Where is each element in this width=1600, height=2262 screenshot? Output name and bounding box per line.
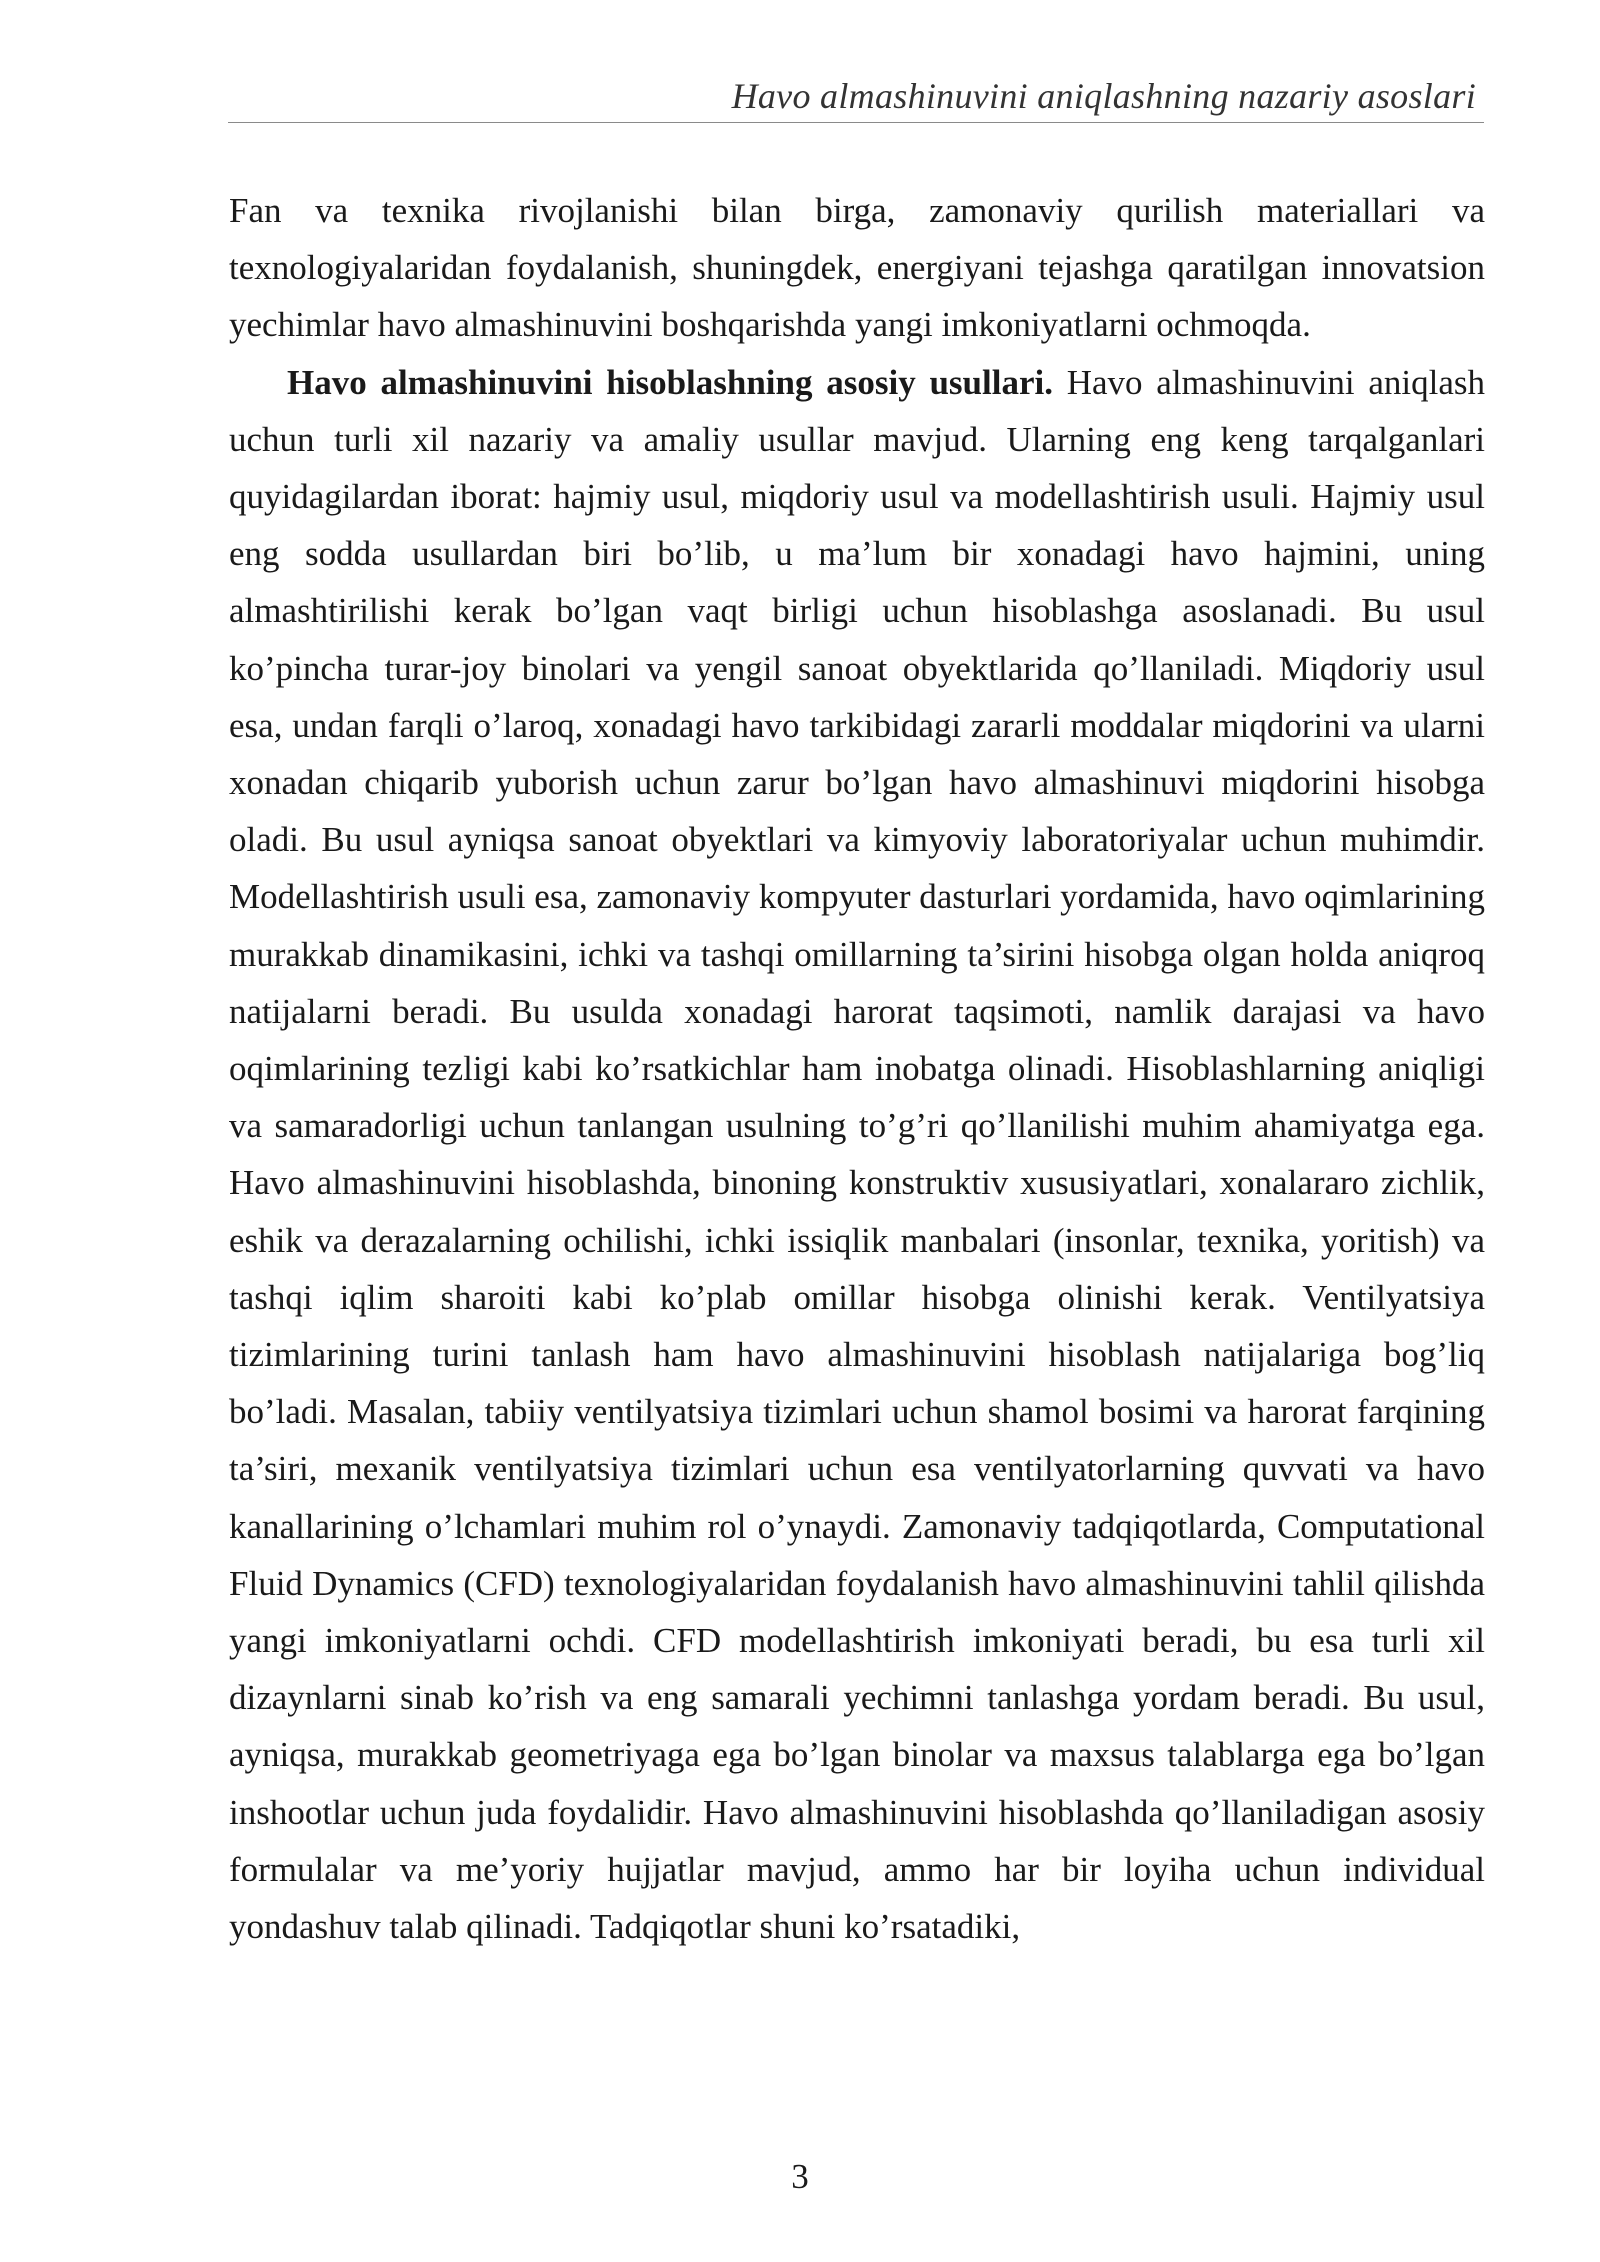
header-title: Havo almashinuvini aniqlashning nazariy asoslari [731,76,1476,116]
paragraph-intro: Fan va texnika rivojlanishi bilan birga, zamonaviy qurilish materiallari va texnologiyalaridan foydalanish, shuningdek, energiyani tejashga qaratilgan innovatsion yechimlar havo almashinuvini boshqarishda yangi imkoniyatlarni ochmoqda. [229,191,1485,345]
section-heading: Havo almashinuvini hisoblashning asosiy usullari. [287,362,1053,402]
paragraph-methods-text: Havo almashinuvini aniqlash uchun turli xil nazariy va amaliy usullar mavjud. Ularning eng keng tarqalganlari quyidagilardan iborat: hajmiy usul, miqdoriy usul va modellashtirish usuli. Hajmiy usul eng sodda usullardan biri bo’lib, u ma’lum bir xonadagi havo hajmini, uning almashtirilishi kerak bo’lgan vaqt birligi uchun hisoblashga asoslanadi. Bu usul ko’pincha turar-joy binolari va yengil sanoat obyektlarida qo’llaniladi. Miqdoriy usul esa, undan farqli o’laroq, xonadagi havo tarkibidagi zararli moddalar miqdorini va ularni xonadan chiqarib yuborish uchun zarur bo’lgan havo almashinuvi miqdorini hisobga oladi. Bu usul ayniqsa sanoat obyektlari va kimyoviy laboratoriyalar uchun muhimdir. Modellashtirish usuli esa, zamonaviy kompyuter dasturlari yordamida, havo oqimlarining murakkab dinamikasini, ichki va tashqi omillarning ta’sirini hisobga olgan holda aniqroq natijalarni beradi. Bu usulda xonadagi harorat taqsimoti, namlik darajasi va havo oqimlarining tezligi kabi ko’rsatkichlar ham inobatga olinadi. Hisoblashlarning aniqligi va samaradorligi uchun tanlangan usulning to’g’ri qo’llanilishi muhim ahamiyatga ega. Havo almashinuvini hisoblashda, binoning konstruktiv xususiyatlari, xonalararo zichlik, eshik va derazalarning ochilishi, ichki issiqlik manbalari (insonlar, texnika, yoritish) va tashqi iqlim sharoiti kabi ko’plab omillar hisobga olinishi kerak. Ventilyatsiya tizimlarining turini tanlash ham havo almashinuvini hisoblash natijalariga bog’liq bo’ladi. Masalan, tabiiy ventilyatsiya tizimlari uchun shamol bosimi va harorat farqining ta’siri, mexanik ventilyatsiya tizimlari uchun esa ventilyatorlarning quvvati va havo kanallarining o’lchamlari muhim rol o’ynaydi. Zamonaviy tadqiqotlarda, Computational Fluid Dynamics (CFD) texnologiyalaridan foydalanish havo almashinuvini tahlil qilishda yangi imkoniyatlarni ochdi. CFD modellashtirish imkoniyati beradi, bu esa turli xil dizaynlarni sinab ko’rish va eng samarali yechimni tanlashga yordam beradi. Bu usul, ayniqsa, murakkab geometriyaga ega bo’lgan binolar va maxsus talablarga ega bo’lgan inshootlar uchun juda foydalidir. Havo almashinuvini hisoblashda qo’llaniladigan asosiy formulalar va me’yoriy hujjatlar mavjud, ammo har bir loyiha uchun individual yondashuv talab qilinadi. Tadqiqotlar shuni ko’rsatadiki, [229,362,1485,1947]
page-number: 3 [791,2157,809,2196]
body-text [229,182,1485,1955]
paragraph-methods [229,354,1485,1956]
running-header [228,72,1484,123]
